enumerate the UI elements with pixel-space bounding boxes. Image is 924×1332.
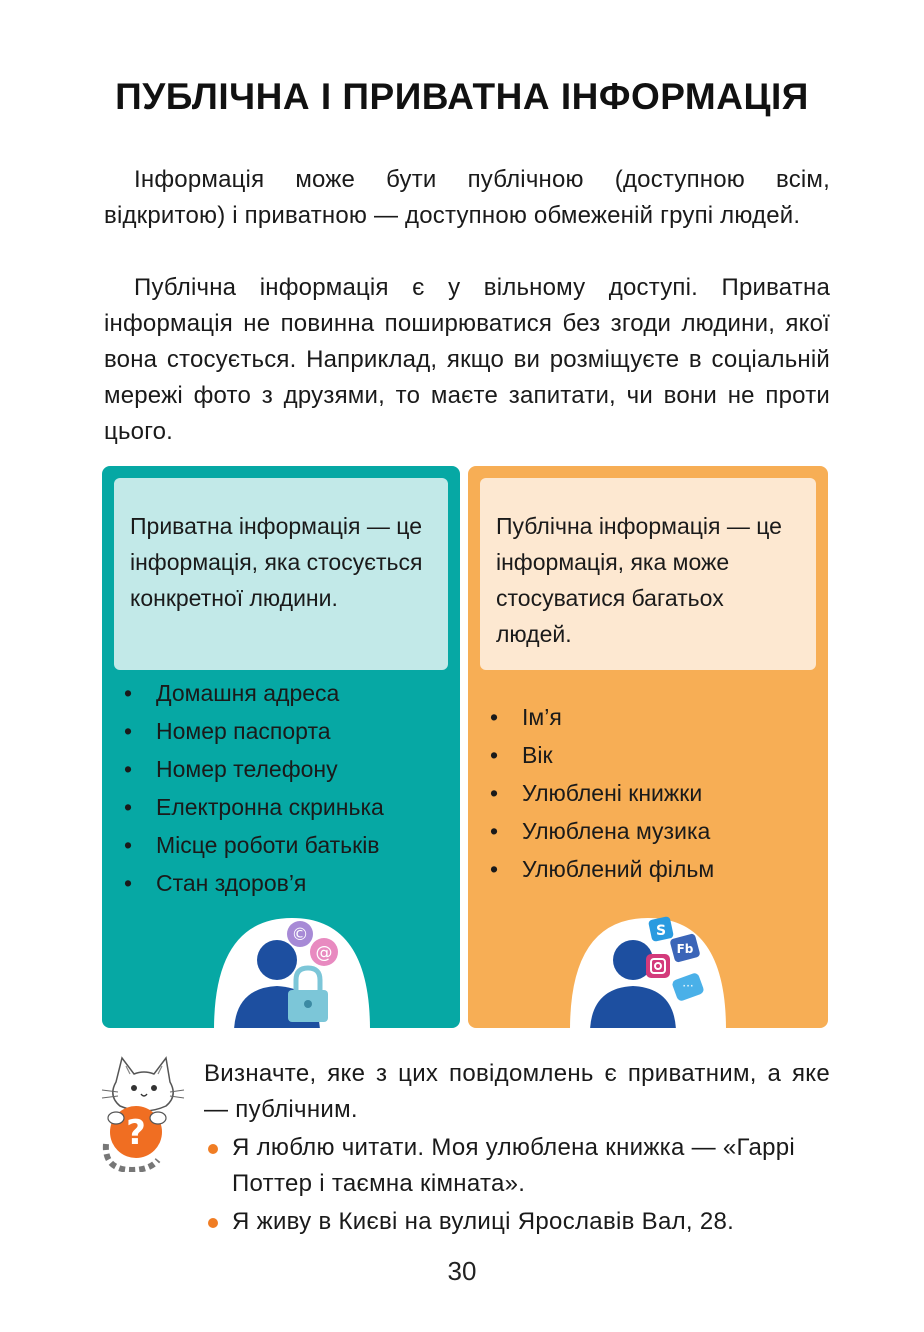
private-info-panel [102, 466, 460, 1028]
cat-question-icon [96, 1052, 186, 1172]
list-item: Я живу в Києві на вулиці Ярославів Вал, 28. [204, 1204, 830, 1240]
list-item: • Номер паспорта [124, 712, 384, 750]
question-mark-label: ? [126, 1113, 146, 1153]
task-answers-list [204, 1130, 830, 1240]
list-item: • Електронна скринька [124, 788, 384, 826]
svg-text:©: © [291, 925, 309, 945]
task-block [204, 1056, 830, 1240]
person-social-icon [568, 910, 728, 1028]
public-items-list [490, 698, 714, 888]
list-item: • Номер телефону [124, 750, 384, 788]
list-item: • Улюблена музика [490, 812, 714, 850]
public-info-panel [468, 466, 828, 1028]
private-definition: Приватна інформація — це інформація, яка стосується конкретної людини. [130, 513, 423, 611]
private-items-list [124, 674, 384, 902]
list-item: • Улюблений фільм [490, 850, 714, 888]
list-item: Я люблю читати. Моя улюблена книжка — «Гаррі Поттер і таємна кімната». [204, 1130, 830, 1202]
public-definition: Публічна інформація — це інформація, яка може стосуватися багатьох людей. [496, 513, 782, 647]
task-prompt: Визначте, яке з цих повідомлень є приватним, а яке — публічним. [204, 1060, 830, 1123]
example-paragraph: Публічна інформація є у вільному доступі. Приватна інформація не повинна поширюватися без згоди людини, якої вона стосується. Наприклад, якщо ви розміщуєте в соціальній мережі фото з друзями, то маєте запитати, чи вони не проти цього. [104, 274, 830, 445]
list-item: • Місце роботи батьків [124, 826, 384, 864]
social-s-label: S [655, 923, 667, 939]
public-definition-box [480, 478, 816, 670]
list-item: • Домашня адреса [124, 674, 384, 712]
list-item: • Стан здоров’я [124, 864, 384, 902]
page-number: 30 [447, 1256, 477, 1286]
list-item: • Вік [490, 736, 714, 774]
private-definition-box [114, 478, 448, 670]
svg-text:@: @ [315, 943, 333, 963]
svg-text:···: ··· [682, 979, 694, 993]
list-item: • Улюблені книжки [490, 774, 714, 812]
person-lock-icon [212, 910, 372, 1028]
social-fb-label: Fb [676, 942, 694, 956]
intro-paragraph: Інформація може бути публічною (доступною всім, відкритою) і приватною — доступною обмеженій групі людей. [104, 166, 830, 229]
page-title: ПУБЛІЧНА І ПРИВАТНА ІНФОРМАЦІЯ [115, 76, 809, 117]
list-item: • Ім’я [490, 698, 714, 736]
